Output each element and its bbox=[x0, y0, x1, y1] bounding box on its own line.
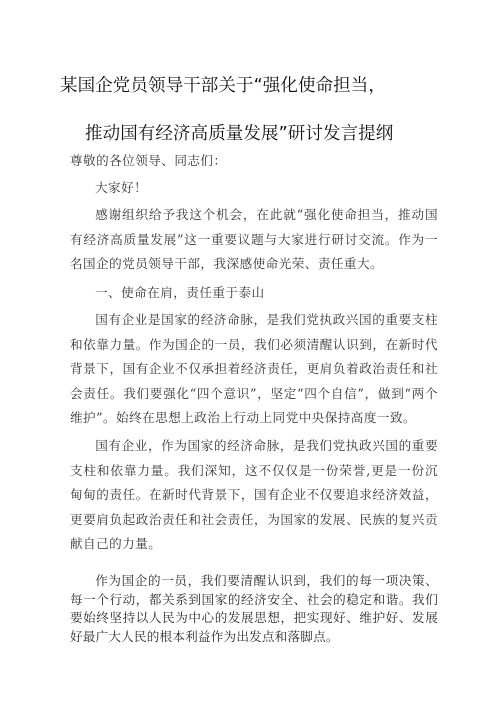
paragraph-3: 国有企业，作为国家的经济命脉，是我们党执政兴国的重要支柱和依靠力量。我们深知，这不仅仅是一份荣誉,更是一份沉甸甸的责任。在新时代背景下，国有企业不仅要追求经济效益，更要肩负起政治责任和社会责任，为国家的发展、民族的复兴贡献自己的力量。 bbox=[70, 438, 438, 551]
paragraph-4: 作为国企的一员，我们要清醒认识到，我们的每一项决策、每一个行动，都关系到国家的经济安全、社会的稳定和谐。我们要始终坚持以人民为中心的发展思想，把实现好、维护好、发展好最广大人民的根本利益作为出发点和落脚点。 bbox=[70, 574, 438, 644]
salutation: 尊敬的各位领导、同志们： bbox=[70, 153, 227, 168]
document-title-line-2: 推动国有经济高质量发展”研讨发言提纲 bbox=[85, 124, 394, 144]
document-title-line-1: 某国企党员领导干部关于“强化使命担当， bbox=[60, 76, 386, 96]
section-heading-1: 一、使命在肩，责任重于泰山 bbox=[95, 285, 265, 300]
paragraph-2: 国有企业是国家的经济命脉，是我们党执政兴国的重要支柱和依靠力量。作为国企的一员，我们必须清醒认识到，在新时代背景下，国有企业不仅承担着经济责任，更肩负着政治责任和社会责任。我们要强化“四个意识”，坚定“四个自信”，做到“两个维护”。始终在思想上政治上行动上同党中央保持高度一致。 bbox=[70, 312, 438, 425]
greeting: 大家好！ bbox=[95, 180, 148, 195]
paragraph-intro: 感谢组织给予我这个机会，在此就“强化使命担当，推动国有经济高质量发展”这一重要议题与大家进行研讨交流。作为一名国企的党员领导干部，我深感使命光荣、责任重大。 bbox=[70, 207, 438, 271]
